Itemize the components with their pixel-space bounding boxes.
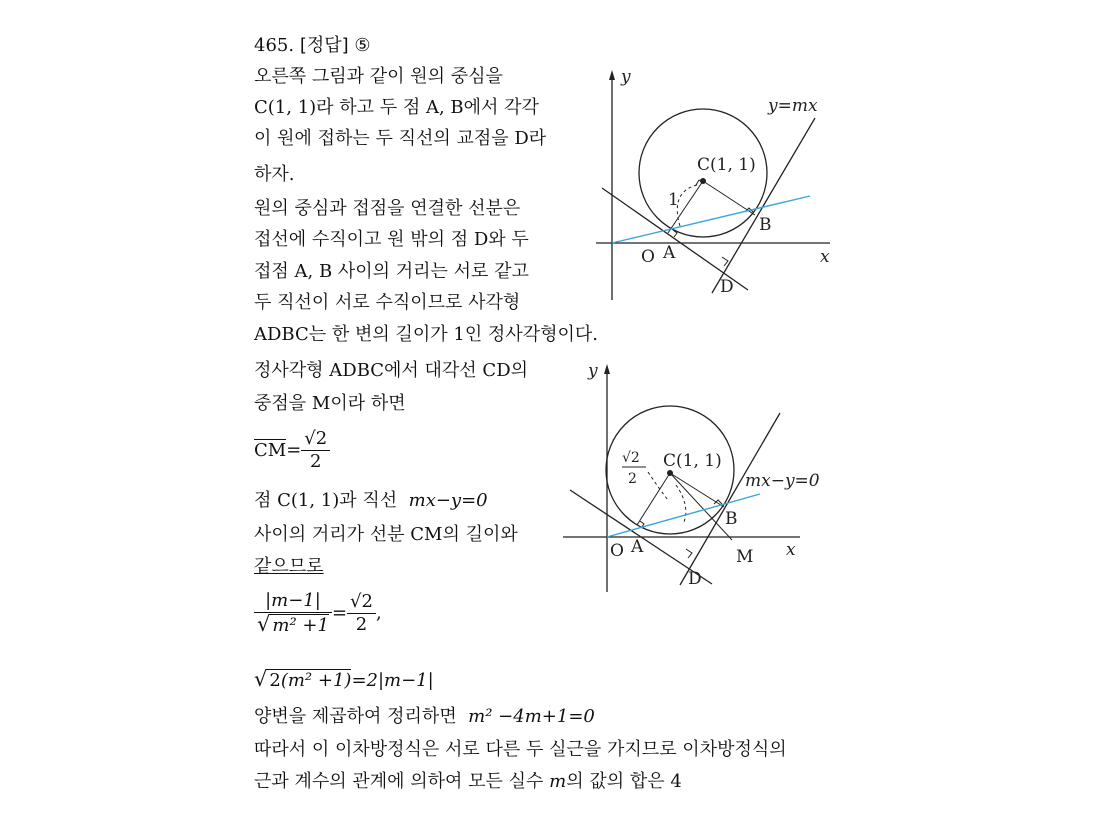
fraction-den: 2 — [301, 450, 330, 473]
line-equation: mx−y=0 — [408, 490, 488, 511]
equation-rhs: =2|m−1| — [351, 670, 434, 691]
fraction-num: √2 — [622, 450, 640, 466]
radicand: m² +1 — [272, 615, 329, 636]
radicand-part: (m² +1) — [280, 670, 352, 691]
point-d-label: D — [688, 569, 702, 589]
point-a-label: A — [631, 537, 644, 557]
y-axis-arrow — [604, 364, 610, 374]
variable-m: m — [549, 771, 567, 792]
text-line: 이 원에 접하는 두 직선의 교점을 D라 — [254, 128, 547, 149]
answer-bracket: [정답] — [299, 35, 349, 56]
point-b-label: B — [725, 509, 738, 529]
point-c-label: C(1, 1) — [663, 451, 722, 471]
text-line: 접점 A, B 사이의 거리는 서로 같고 — [254, 261, 529, 282]
radius-ca — [637, 473, 670, 525]
point-b-label: B — [759, 215, 772, 235]
right-angle-mark — [686, 549, 692, 558]
text-line: 접선에 수직이고 원 밖의 점 D와 두 — [254, 229, 529, 250]
text-line: 원의 중심과 접점을 연결한 선분은 — [254, 198, 521, 219]
axis-label-y: y — [588, 361, 598, 381]
radicand-part: 2 — [269, 670, 281, 691]
point-m-label: M — [736, 547, 754, 567]
quadratic-equation: m² −4m+1=0 — [468, 706, 595, 727]
origin-label: O — [610, 541, 624, 561]
fraction-den: 2 — [347, 613, 376, 636]
length-label: 1 — [668, 190, 679, 210]
answer-value: ⑤ — [354, 35, 371, 56]
radical-sign: √ — [257, 612, 271, 636]
text-span: 점 C(1, 1)과 직선 — [254, 490, 398, 511]
text-line: ADBC는 한 변의 길이가 1인 정사각형이다. — [254, 324, 598, 345]
dashed-arc — [648, 472, 668, 500]
point-a-label: A — [663, 243, 676, 263]
equals-sign: = — [331, 602, 348, 624]
equals-sign: = — [286, 439, 302, 461]
axis-label-y: y — [621, 67, 631, 87]
text-line: 중점을 M이라 하면 — [254, 393, 406, 414]
radical-sign: √ — [254, 667, 268, 691]
text-line-underlined: 같으므로 — [254, 556, 324, 577]
line-label: mx−y=0 — [745, 471, 820, 491]
fraction-num: √2 — [350, 591, 373, 612]
text-line: 사이의 거리가 선분 CM의 길이와 — [254, 524, 518, 545]
text-line: 두 직선이 서로 수직이므로 사각형 — [254, 292, 521, 313]
line-label: y=mx — [768, 96, 818, 116]
point-c-label: C(1, 1) — [697, 155, 756, 175]
tangent-line-b — [680, 413, 780, 585]
text-span: 근과 계수의 관계에 의하여 모든 실수 — [254, 771, 544, 792]
text-line: 정사각형 ADBC에서 대각선 CD의 — [254, 360, 529, 381]
fraction-num: |m−1| — [265, 590, 321, 611]
fraction-den: 2 — [628, 471, 637, 487]
axis-label-x: x — [786, 540, 796, 560]
problem-number: 465. — [254, 35, 295, 56]
comma: , — [375, 602, 382, 624]
text-line: C(1, 1)라 하고 두 점 A, B에서 각각 — [254, 97, 539, 118]
text-line: 오른쪽 그림과 같이 원의 중심을 — [254, 66, 503, 87]
text-line: 하자. — [254, 164, 295, 185]
origin-label: O — [641, 247, 655, 267]
text-span: 양변을 제곱하여 정리하면 — [254, 706, 457, 727]
text-line: 따라서 이 이차방정식은 서로 다른 두 실근을 가지므로 이차방정식의 — [254, 739, 787, 760]
point-d-label: D — [720, 277, 734, 297]
segment-cm: CM — [254, 439, 287, 461]
fraction-num: √2 — [304, 428, 328, 449]
axis-label-x: x — [820, 247, 830, 267]
text-span: 의 값의 합은 4 — [566, 771, 682, 792]
